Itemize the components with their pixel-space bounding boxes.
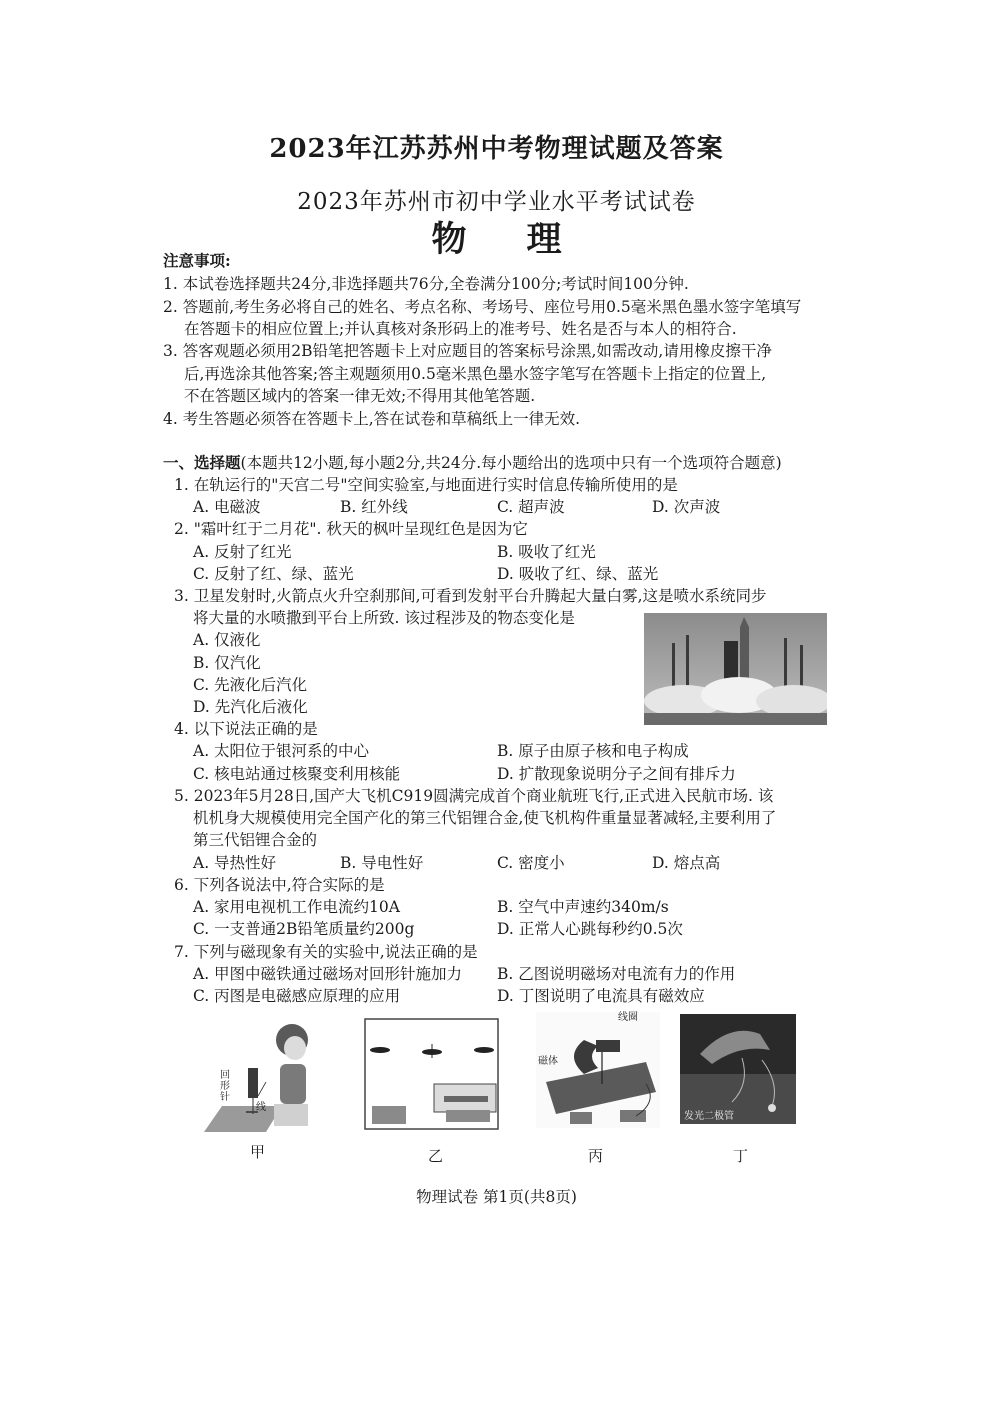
option: B. 乙图说明磁场对电流有力的作用: [497, 965, 736, 983]
notice-line: 不在答题区域内的答案一律无效;不得用其他笔答题.: [184, 387, 536, 405]
option: A. 太阳位于银河系的中心: [193, 742, 370, 760]
option: C. 反射了红、绿、蓝光: [193, 565, 354, 583]
label-paperclip: 回形针: [220, 1070, 230, 1103]
option: D. 次声波: [652, 498, 721, 516]
option: D. 先汽化后液化: [193, 698, 308, 716]
figure-caption-jia: 甲: [250, 1143, 266, 1161]
option: C. 密度小: [497, 854, 565, 872]
option: C. 一支普通2B铅笔质量约200g: [193, 920, 415, 938]
option: C. 超声波: [497, 498, 565, 516]
figure-yi-circuit: [364, 1018, 499, 1130]
option: A. 甲图中磁铁通过磁场对回形针施加力: [193, 965, 463, 983]
figure-bing-electromagnetic: [536, 1012, 660, 1128]
option: B. 红外线: [340, 498, 408, 516]
question-stem: 2. "霜叶红于二月花". 秋天的枫叶呈现红色是因为它: [174, 520, 528, 538]
option: D. 丁图说明了电流具有磁效应: [497, 987, 705, 1005]
page-footer: 物理试卷 第1页(共8页): [416, 1188, 577, 1206]
figure-caption-ding: 丁: [733, 1147, 749, 1165]
option: D. 扩散现象说明分子之间有排斥力: [497, 765, 736, 783]
section-desc: (本题共12小题,每小题2分,共24分.每小题给出的选项中只有一个选项符合题意): [240, 454, 782, 472]
notice-line: 3. 答客观题必须用2B铅笔把答题卡上对应题目的答案标号涂黑,如需改动,请用橡皮擦干净: [163, 342, 772, 360]
question-stem: 第三代铝锂合金的: [193, 831, 318, 849]
subject-title: 物理: [431, 219, 622, 260]
notice-line: 在答题卡的相应位置上;并认真核对条形码上的准考号、姓名是否与本人的相符合.: [184, 320, 737, 338]
option: D. 熔点高: [652, 854, 721, 872]
notice-line: 1. 本试卷选择题共24分,非选择题共76分,全卷满分100分;考试时间100分钟.: [163, 275, 689, 293]
figure-caption-yi: 乙: [428, 1147, 444, 1165]
label-coil: 线圈: [618, 1012, 638, 1023]
option: C. 丙图是电磁感应原理的应用: [193, 987, 401, 1005]
label-led: 发光二极管: [684, 1111, 734, 1122]
figure-caption-bing: 丙: [588, 1147, 604, 1165]
option: D. 正常人心跳每秒约0.5次: [497, 920, 683, 938]
option: C. 核电站通过核聚变利用核能: [193, 765, 401, 783]
question-stem: 将大量的水喷撒到平台上所致. 该过程涉及的物态变化是: [193, 609, 575, 627]
option: C. 先液化后汽化: [193, 676, 308, 694]
option: A. 导热性好: [193, 854, 277, 872]
page-title: 2023年江苏苏州中考物理试题及答案: [269, 134, 724, 164]
section-heading: [163, 452, 782, 474]
notice-line: 4. 考生答题必须答在答题卡上,答在试卷和草稿纸上一律无效.: [163, 410, 581, 428]
exam-title: 2023年苏州市初中学业水平考试试卷: [297, 189, 696, 215]
option: A. 仅液化: [193, 631, 261, 649]
question-stem: 4. 以下说法正确的是: [174, 720, 318, 738]
question-stem: 5. 2023年5月28日,国产大飞机C919圆满完成首个商业航班飞行,正式进入民航市场. 该: [174, 787, 774, 805]
notice-line: 2. 答题前,考生务必将自己的姓名、考点名称、考场号、座位号用0.5毫米黑色墨水签字笔填写: [163, 298, 802, 316]
option: B. 空气中声速约340m/s: [497, 898, 669, 916]
notice-heading: 注意事项:: [163, 251, 231, 270]
option: A. 电磁波: [193, 498, 261, 516]
label-thread: 线: [256, 1102, 266, 1113]
option: B. 仅汽化: [193, 654, 261, 672]
question-stem: 1. 在轨运行的"天宫二号"空间实验室,与地面进行实时信息传输所使用的是: [174, 476, 678, 494]
option: A. 家用电视机工作电流约10A: [193, 898, 400, 916]
question-stem: 6. 下列各说法中,符合实际的是: [174, 876, 385, 894]
option: D. 吸收了红、绿、蓝光: [497, 565, 659, 583]
option: B. 原子由原子核和电子构成: [497, 742, 689, 760]
option: A. 反射了红光: [193, 543, 292, 561]
option: B. 导电性好: [340, 854, 424, 872]
rocket-launch-photo: [644, 613, 827, 725]
notice-line: 后,再选涂其他答案;答主观题须用0.5毫米黑色墨水签字笔写在答题卡上指定的位置上,: [184, 365, 767, 383]
option: B. 吸收了红光: [497, 543, 596, 561]
section-label: 一、选择题: [163, 453, 241, 472]
question-stem: 3. 卫星发射时,火箭点火升空刹那间,可看到发射平台升腾起大量白雾,这是喷水系统同步: [174, 587, 767, 605]
label-magnet: 磁体: [538, 1056, 558, 1067]
question-stem: 机机身大规模使用完全国产化的第三代铝锂合金,使飞机构件重量显著减轻,主要利用了: [193, 809, 777, 827]
question-stem: 7. 下列与磁现象有关的实验中,说法正确的是: [174, 943, 478, 961]
